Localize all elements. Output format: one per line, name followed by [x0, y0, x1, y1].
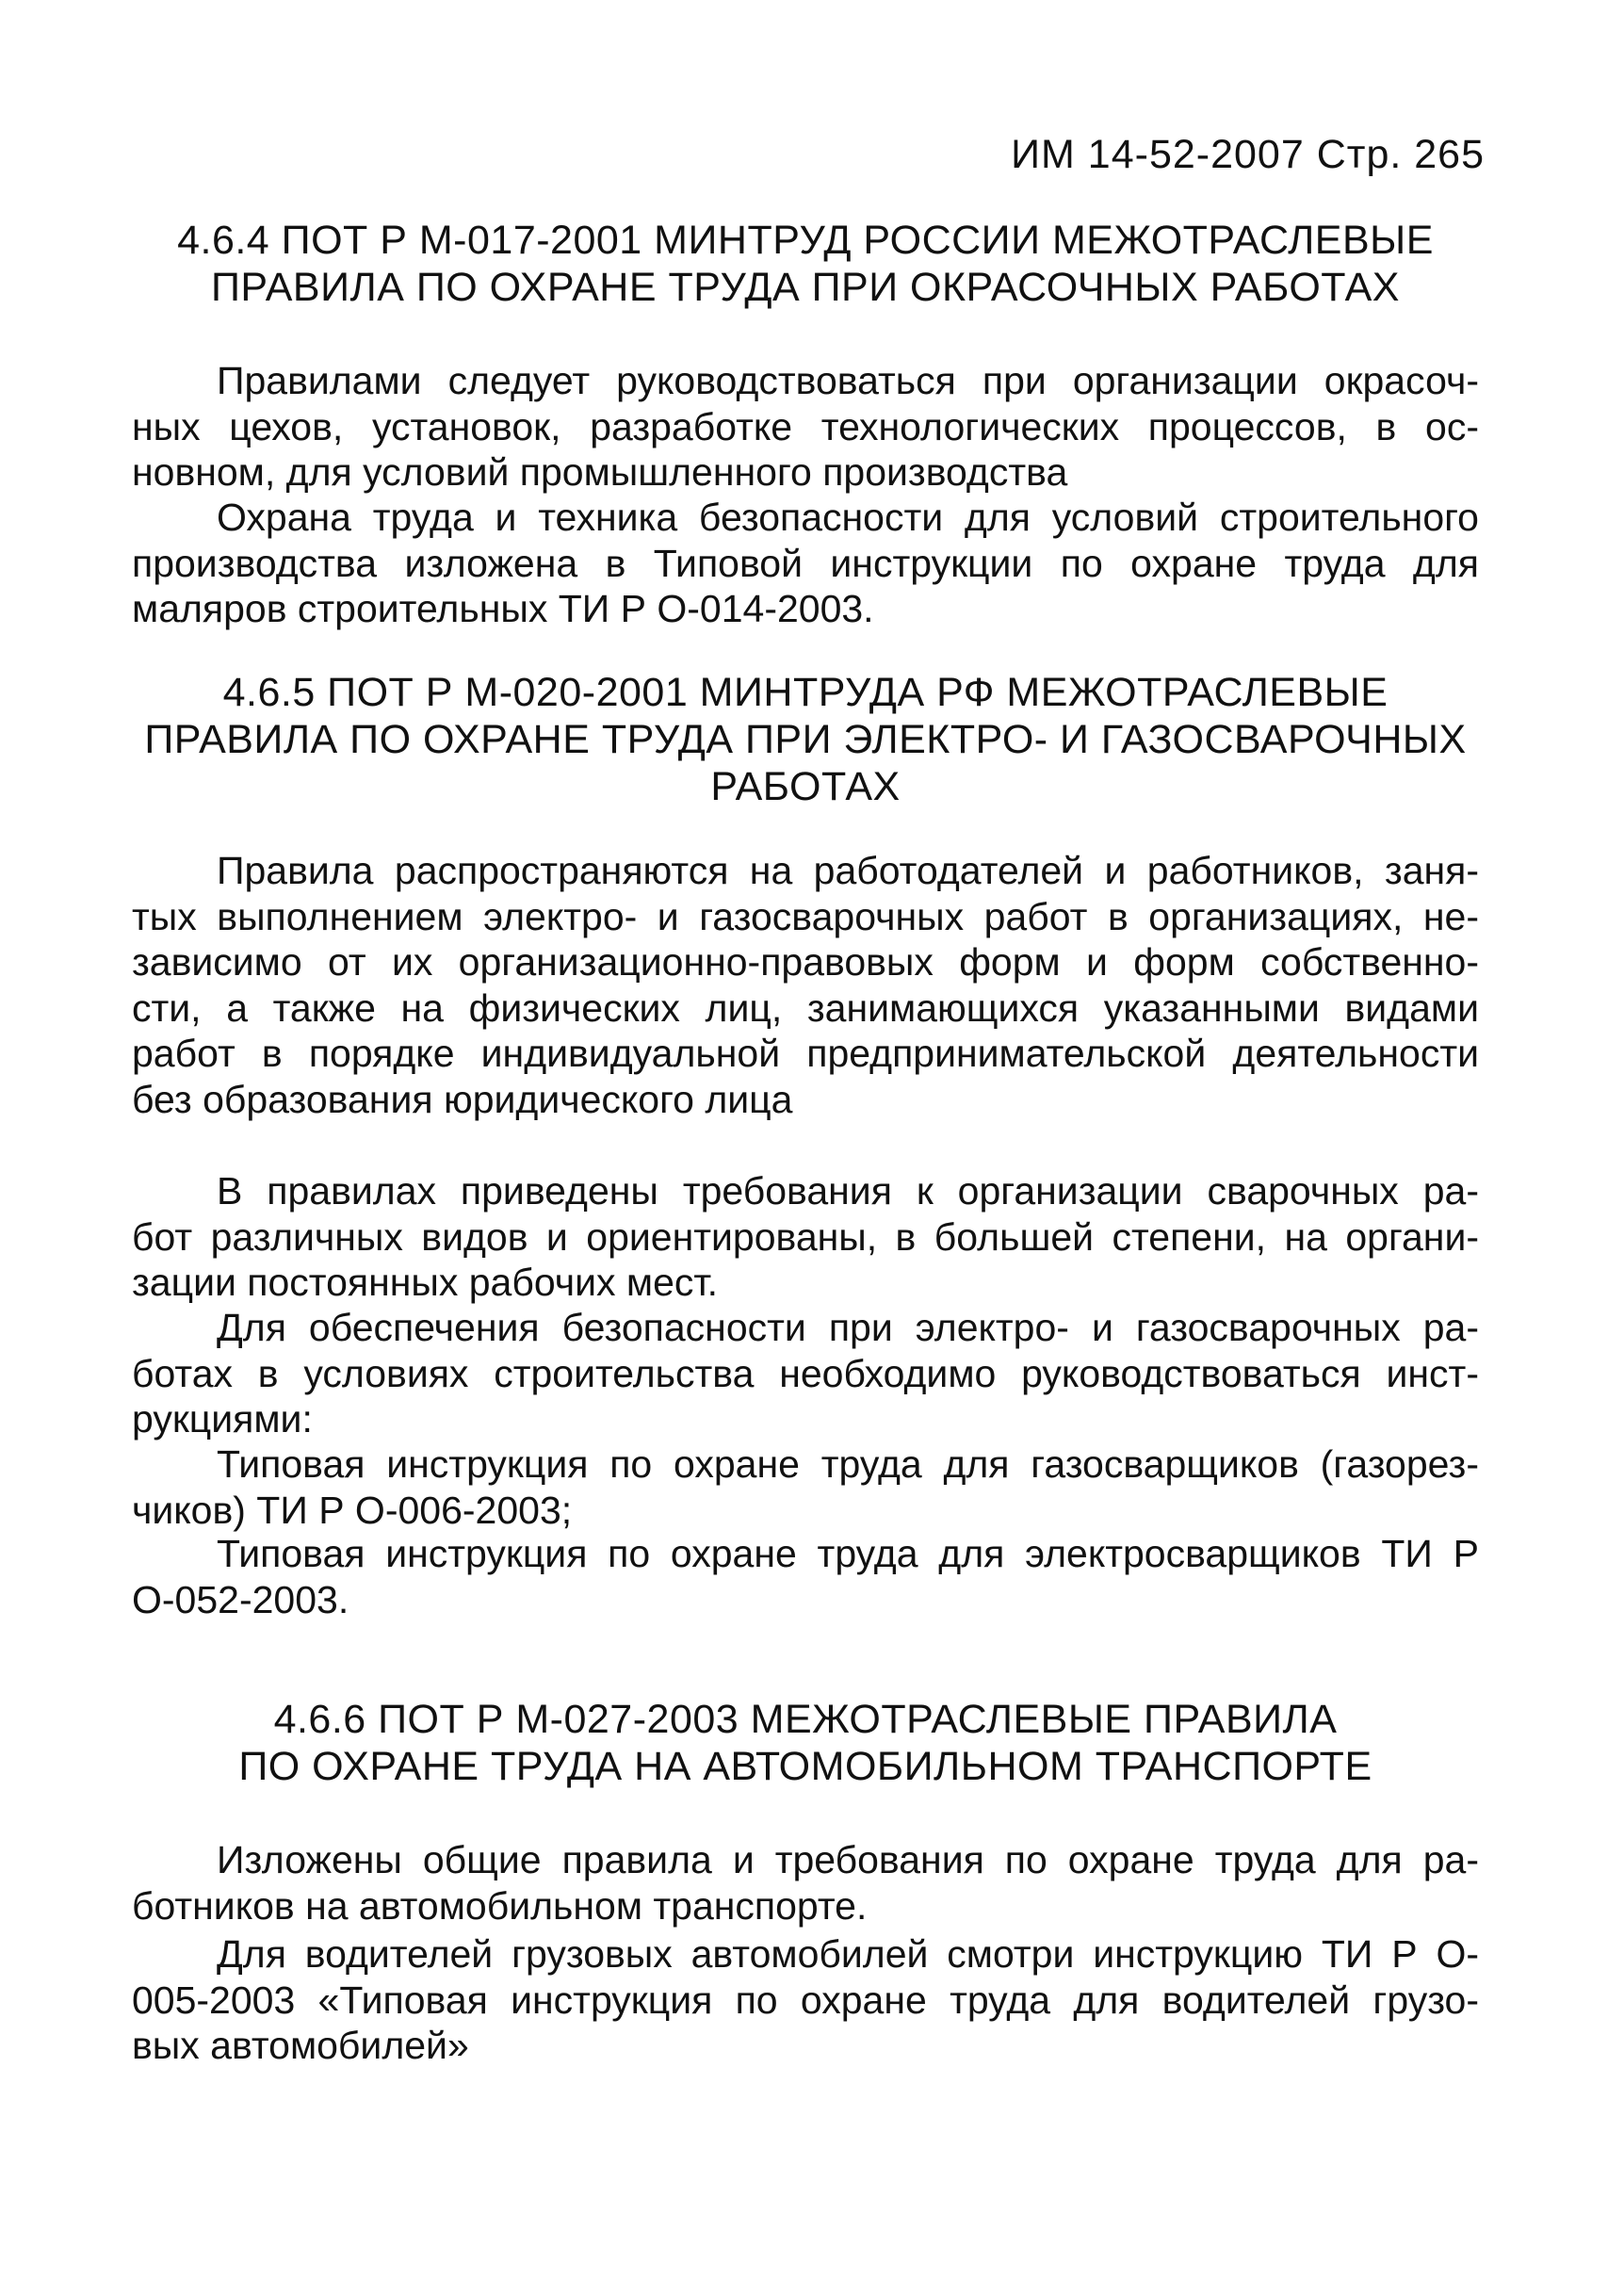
text-line: 005-2003 «Типовая инструкция по охране труда для водителей грузо- [132, 1978, 1479, 2022]
paragraph [132, 1441, 1479, 1533]
text-line: Изложены общие правила и требования по охране труда для ра- [217, 1838, 1479, 1881]
text-line: ботах в условиях строительства необходимо руководствоваться инст- [132, 1351, 1479, 1395]
text-line: Типовая инструкция по охране труда для электросварщиков ТИ Р [217, 1532, 1479, 1575]
paragraph [132, 1931, 1479, 2069]
section-title-line: 4.6.4 ПОТ Р М-017-2001 МИНТРУД РОССИИ МЕЖОТРАСЛЕВЫЕ [177, 218, 1434, 263]
paragraph [132, 1837, 1479, 1929]
text-line: тых выполнением электро- и газосварочных работ в организациях, не- [132, 894, 1479, 938]
text-line: без образования юридического лица [132, 1077, 793, 1121]
section-title-4-6-6 [132, 1696, 1479, 1790]
text-line: чиков) ТИ Р О-006-2003; [132, 1488, 573, 1532]
text-line: ботников на автомобильном транспорте. [132, 1883, 868, 1928]
text-line: маляров строительных ТИ Р О-014-2003. [132, 587, 874, 630]
text-line: сти, а также на физических лиц, занимающихся указанными видами [132, 985, 1479, 1030]
text-line: Правилами следует руководствоваться при организации окрасоч- [217, 359, 1479, 402]
paragraph [132, 1168, 1479, 1306]
text-line: Охрана труда и техника безопасности для условий строительного [217, 496, 1479, 539]
paragraph [132, 1305, 1479, 1442]
text-line: О-052-2003. [132, 1577, 349, 1621]
section-title-line: ПО ОХРАНЕ ТРУДА НА АВТОМОБИЛЬНОМ ТРАНСПОРТЕ [238, 1744, 1372, 1789]
section-title-line: 4.6.6 ПОТ Р М-027-2003 МЕЖОТРАСЛЕВЫЕ ПРАВИЛА [273, 1697, 1338, 1742]
text-line: В правилах приведены требования к организации сварочных ра- [217, 1169, 1479, 1213]
text-line: вых автомобилей» [132, 2024, 469, 2067]
section-title-line: ПРАВИЛА ПО ОХРАНЕ ТРУДА ПРИ ОКРАСОЧНЫХ РАБОТАХ [211, 265, 1400, 310]
text-line: Для водителей грузовых автомобилей смотри инструкцию ТИ Р О- [217, 1932, 1479, 1976]
section-title-4-6-4 [132, 217, 1479, 311]
section-title-line: 4.6.5 ПОТ Р М-020-2001 МИНТРУДА РФ МЕЖОТРАСЛЕВЫЕ [222, 670, 1389, 715]
section-title-line: РАБОТАХ [710, 764, 901, 809]
paragraph [132, 1531, 1479, 1622]
page-header: ИМ 14-52-2007 Стр. 265 [1011, 132, 1485, 177]
text-line: Правила распространяются на работодателей и работников, заня- [217, 849, 1479, 892]
text-line: бот различных видов и ориентированы, в большей степени, на органи- [132, 1214, 1479, 1259]
text-line: Типовая инструкция по охране труда для газосварщиков (газорез- [217, 1442, 1479, 1486]
section-title-4-6-5 [132, 669, 1479, 810]
section-title-line: ПРАВИЛА ПО ОХРАНЕ ТРУДА ПРИ ЭЛЕКТРО- И ГАЗОСВАРОЧНЫХ [144, 717, 1467, 762]
text-line: рукциями: [132, 1397, 313, 1441]
text-line: зависимо от их организационно-правовых форм и форм собственно- [132, 940, 1479, 984]
text-line: производства изложена в Типовой инструкции по охране труда для [132, 541, 1479, 585]
text-line: ных цехов, установок, разработке технологических процессов, в ос- [132, 404, 1479, 448]
paragraph [132, 848, 1479, 1122]
text-line: зации постоянных рабочих мест. [132, 1261, 719, 1304]
text-line: новном, для условий промышленного производства [132, 450, 1068, 494]
paragraph [132, 495, 1479, 632]
paragraph [132, 358, 1479, 496]
text-line: Для обеспечения безопасности при электро- и газосварочных ра- [217, 1306, 1479, 1349]
text-line: работ в порядке индивидуальной предпринимательской деятельности [132, 1032, 1479, 1075]
